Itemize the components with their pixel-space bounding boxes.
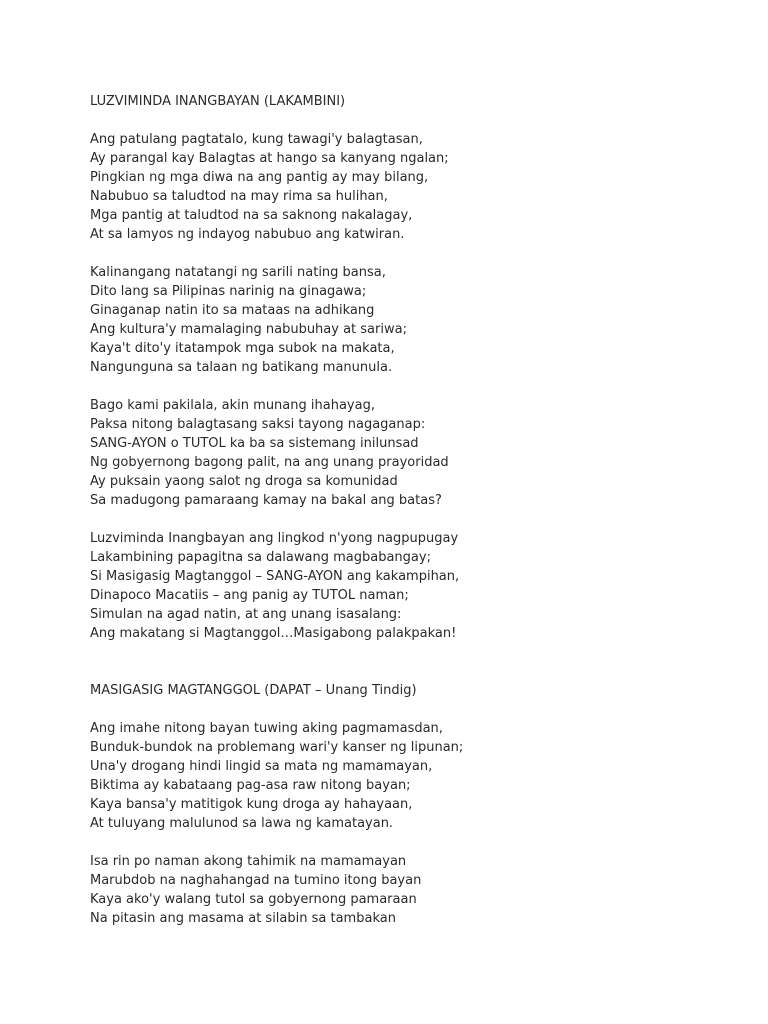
verse-line: Isa rin po naman akong tahimik na mamamayan — [90, 854, 407, 869]
verse-line: Bago kami pakilala, akin munang ihahayag, — [90, 398, 375, 413]
verse-line: Bunduk-bundok na problemang wari'y kanser ng lipunan; — [90, 740, 464, 755]
stanza-2 — [90, 263, 728, 377]
verse-line: Kaya't dito'y itatampok mga subok na makata, — [90, 341, 395, 356]
stanza-3 — [90, 396, 728, 510]
verse-line: Si Masigasig Magtanggol – SANG-AYON ang kakampihan, — [90, 569, 460, 584]
verse-line: Ang kultura'y mamalaging nabubuhay at sariwa; — [90, 322, 407, 337]
verse-line: Na pitasin ang masama at silabin sa tambakan — [90, 911, 396, 926]
verse-line: Una'y drogang hindi lingid sa mata ng mamamayan, — [90, 759, 433, 774]
stanza-1 — [90, 130, 728, 244]
stanza-6 — [90, 852, 728, 928]
verse-line: Biktima ay kabataang pag-asa raw nitong bayan; — [90, 778, 411, 793]
verse-line: Dinapoco Macatiis – ang panig ay TUTOL naman; — [90, 588, 409, 603]
verse-line: At sa lamyos ng indayog nabubuo ang katwiran. — [90, 227, 405, 242]
stanza-5 — [90, 719, 728, 833]
section-heading-magtanggol: MASIGASIG MAGTANGGOL (DAPAT – Unang Tindig) — [90, 683, 417, 698]
verse-line: Nabubuo sa taludtod na may rima sa hulihan, — [90, 189, 388, 204]
verse-line: Simulan na agad natin, at ang unang isasalang: — [90, 607, 402, 622]
verse-line: Kalinangang natatangi ng sarili nating bansa, — [90, 265, 386, 280]
verse-line: Kaya ako'y walang tutol sa gobyernong pamaraan — [90, 892, 417, 907]
section-heading-lakambini: LUZVIMINDA INANGBAYAN (LAKAMBINI) — [90, 94, 346, 109]
verse-line: Pingkian ng mga diwa na ang pantig ay may bilang, — [90, 170, 429, 185]
verse-line: Ay parangal kay Balagtas at hango sa kanyang ngalan; — [90, 151, 449, 166]
verse-line: Ay puksain yaong salot ng droga sa komunidad — [90, 474, 398, 489]
verse-line: Ang imahe nitong bayan tuwing aking pagmamasdan, — [90, 721, 443, 736]
verse-line: Ang patulang pagtatalo, kung tawagi'y balagtasan, — [90, 132, 423, 147]
verse-line: Ginaganap natin ito sa mataas na adhikang — [90, 303, 375, 318]
verse-line: Sa madugong pamaraang kamay na bakal ang batas? — [90, 493, 442, 508]
verse-line: At tuluyang malulunod sa lawa ng kamatayan. — [90, 816, 394, 831]
verse-line: Lakambining papagitna sa dalawang magbabangay; — [90, 550, 431, 565]
verse-line: Ang makatang si Magtanggol…Masigabong palakpakan! — [90, 626, 457, 641]
verse-line: Dito lang sa Pilipinas narinig na ginagawa; — [90, 284, 367, 299]
verse-line: Luzviminda Inangbayan ang lingkod n'yong nagpupugay — [90, 531, 459, 546]
verse-line: Paksa nitong balagtasang saksi tayong nagaganap: — [90, 417, 426, 432]
verse-line: SANG-AYON o TUTOL ka ba sa sistemang inilunsad — [90, 436, 419, 451]
verse-line: Kaya bansa'y matitigok kung droga ay hahayaan, — [90, 797, 413, 812]
stanza-4 — [90, 529, 728, 643]
verse-line: Nangunguna sa talaan ng batikang manunula. — [90, 360, 393, 375]
verse-line: Ng gobyernong bagong palit, na ang unang prayoridad — [90, 455, 449, 470]
verse-line: Mga pantig at taludtod na sa saknong nakalagay, — [90, 208, 413, 223]
verse-line: Marubdob na naghahangad na tumino itong bayan — [90, 873, 422, 888]
